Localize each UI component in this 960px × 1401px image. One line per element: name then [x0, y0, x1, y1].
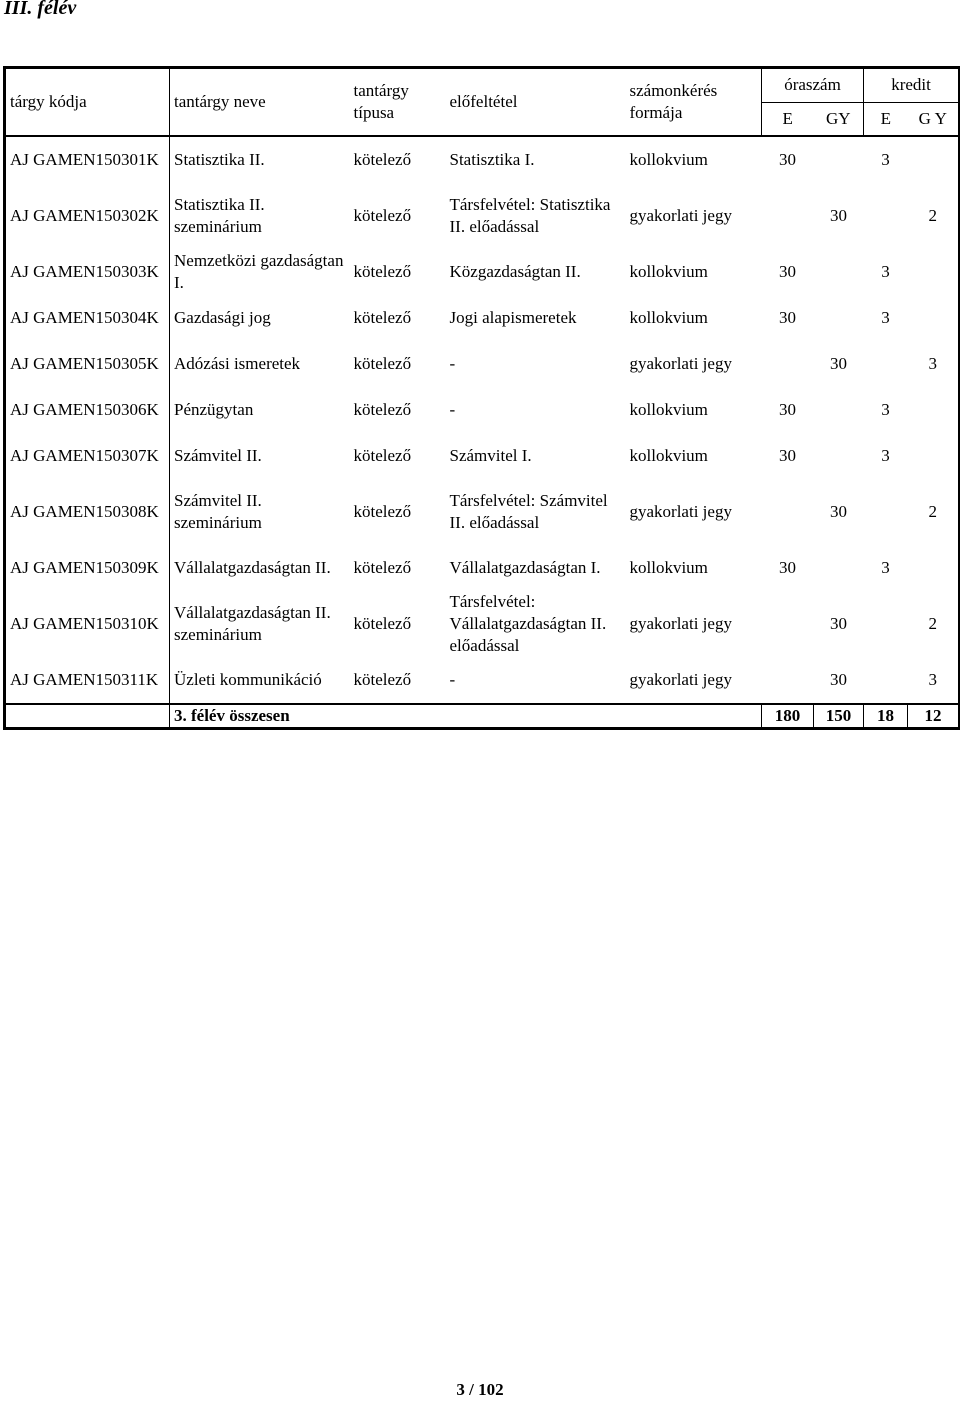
code-cell: AJ GAMEN150309K — [5, 545, 170, 591]
exam-cell: kollokvium — [629, 558, 708, 577]
credit-gy-cell — [908, 295, 960, 341]
code-cell: AJ GAMEN150306K — [5, 387, 170, 433]
header-row — [5, 68, 960, 103]
table-row — [5, 341, 960, 387]
header-credit-e: E — [864, 102, 908, 136]
total-ce-cell: 18 — [864, 704, 908, 729]
name-cell: Adózási ismeretek — [174, 354, 301, 373]
table-row — [5, 295, 960, 341]
exam-cell: kollokvium — [629, 446, 708, 465]
credit-e-cell: 3 — [881, 558, 890, 577]
hours-e-cell — [762, 657, 814, 704]
exam-cell: gyakorlati jegy — [629, 614, 732, 633]
type-cell: kötelező — [353, 400, 412, 419]
prereq-cell: Jogi alapismeretek — [449, 308, 577, 327]
name-cell: Üzleti kommunikáció — [174, 670, 322, 689]
credit-gy-cell — [908, 136, 960, 183]
credit-gy-cell: 2 — [928, 614, 938, 633]
hours-e-cell: 30 — [779, 400, 796, 419]
name-cell: Vállalatgazdaságtan II. szeminárium — [174, 603, 331, 644]
hours-e-cell — [762, 479, 814, 545]
header-prereq: előfeltétel — [446, 68, 626, 137]
header-type: tantárgy típusa — [350, 68, 446, 137]
credit-gy-cell: 2 — [928, 206, 938, 225]
table-row — [5, 545, 960, 591]
type-cell: kötelező — [353, 354, 412, 373]
prereq-cell: - — [449, 400, 456, 419]
type-cell: kötelező — [353, 670, 412, 689]
credit-gy-cell: 3 — [928, 354, 938, 373]
curriculum-table — [3, 66, 960, 730]
header-name: tantárgy neve — [170, 68, 350, 137]
name-cell: Vállalatgazdaságtan II. — [174, 558, 331, 577]
total-e-cell: 180 — [762, 704, 814, 729]
credit-gy-cell — [908, 249, 960, 295]
hours-e-cell — [762, 591, 814, 657]
name-cell: Nemzetközi gazdaságtan I. — [174, 251, 344, 292]
hours-e-cell: 30 — [779, 262, 796, 281]
prereq-cell: Statisztika I. — [449, 150, 535, 169]
name-cell: Pénzügytan — [174, 400, 254, 419]
total-gy-cell: 150 — [814, 704, 864, 729]
code-cell: AJ GAMEN150305K — [5, 341, 170, 387]
credit-e-cell — [864, 591, 908, 657]
prereq-cell: Társfelvétel: Vállalatgazdaságtan II. előadással — [449, 592, 607, 655]
name-cell: Statisztika II. — [174, 150, 265, 169]
hours-e-cell: 30 — [779, 150, 796, 169]
table-row — [5, 249, 960, 295]
hours-gy-cell — [814, 249, 864, 295]
table-row — [5, 657, 960, 704]
exam-cell: kollokvium — [629, 400, 708, 419]
code-cell: AJ GAMEN150308K — [5, 479, 170, 545]
code-cell: AJ GAMEN150307K — [5, 433, 170, 479]
credit-e-cell: 3 — [881, 400, 890, 419]
credit-e-cell — [864, 657, 908, 704]
prereq-cell: Vállalatgazdaságtan I. — [449, 558, 601, 577]
credit-e-cell: 3 — [881, 446, 890, 465]
header-hours-gy: GY — [814, 102, 864, 136]
type-cell: kötelező — [353, 614, 412, 633]
code-cell: AJ GAMEN150301K — [5, 136, 170, 183]
type-cell: kötelező — [353, 262, 412, 281]
credit-e-cell — [864, 479, 908, 545]
code-cell: AJ GAMEN150310K — [5, 591, 170, 657]
total-label: 3. félév összesen — [170, 704, 762, 729]
exam-cell: kollokvium — [629, 150, 708, 169]
exam-cell: gyakorlati jegy — [629, 670, 732, 689]
exam-cell: gyakorlati jegy — [629, 206, 732, 225]
exam-cell: gyakorlati jegy — [629, 354, 732, 373]
hours-gy-cell: 30 — [830, 670, 847, 689]
page-number: 3 / 102 — [456, 1380, 504, 1399]
name-cell: Statisztika II. szeminárium — [174, 195, 265, 236]
hours-e-cell: 30 — [779, 308, 796, 327]
hours-e-cell — [762, 183, 814, 249]
hours-e-cell: 30 — [779, 558, 796, 577]
prereq-cell: Számvitel I. — [449, 446, 532, 465]
table-row — [5, 136, 960, 183]
table-row — [5, 479, 960, 545]
name-cell: Számvitel II. — [174, 446, 262, 465]
hours-gy-cell — [814, 545, 864, 591]
credit-gy-cell: 2 — [928, 502, 938, 521]
credit-e-cell: 3 — [881, 262, 890, 281]
header-hours-e: E — [762, 102, 814, 136]
code-cell: AJ GAMEN150302K — [5, 183, 170, 249]
code-cell: AJ GAMEN150304K — [5, 295, 170, 341]
credit-e-cell — [864, 341, 908, 387]
type-cell: kötelező — [353, 206, 412, 225]
header-exam: számonkérés formája — [626, 68, 762, 137]
credit-gy-cell — [908, 387, 960, 433]
hours-gy-cell: 30 — [830, 206, 847, 225]
type-cell: kötelező — [353, 308, 412, 327]
type-cell: kötelező — [353, 150, 412, 169]
prereq-cell: - — [449, 670, 456, 689]
table-row — [5, 591, 960, 657]
credit-gy-cell — [908, 545, 960, 591]
hours-e-cell: 30 — [779, 446, 796, 465]
page-heading: III. félév — [4, 0, 77, 19]
total-spacer — [5, 704, 170, 729]
credit-e-cell — [864, 183, 908, 249]
code-cell: AJ GAMEN150311K — [5, 657, 170, 704]
name-cell: Gazdasági jog — [174, 308, 271, 327]
table-row — [5, 387, 960, 433]
type-cell: kötelező — [353, 558, 412, 577]
header-code: tárgy kódja — [5, 68, 170, 137]
total-cgy-cell: 12 — [908, 704, 960, 729]
exam-cell: kollokvium — [629, 262, 708, 281]
hours-gy-cell — [814, 387, 864, 433]
exam-cell: kollokvium — [629, 308, 708, 327]
type-cell: kötelező — [353, 446, 412, 465]
hours-gy-cell: 30 — [830, 502, 847, 521]
exam-cell: gyakorlati jegy — [629, 502, 732, 521]
header-hours: óraszám — [762, 68, 864, 103]
type-cell: kötelező — [353, 502, 412, 521]
hours-gy-cell — [814, 295, 864, 341]
hours-gy-cell — [814, 136, 864, 183]
hours-gy-cell: 30 — [830, 354, 847, 373]
prereq-cell: Közgazdaságtan II. — [449, 262, 581, 281]
hours-gy-cell — [814, 433, 864, 479]
table-row — [5, 433, 960, 479]
prereq-cell: Társfelvétel: Számvitel II. előadással — [449, 491, 608, 532]
hours-e-cell — [762, 341, 814, 387]
header-credit: kredit — [864, 68, 960, 103]
credit-e-cell: 3 — [881, 308, 890, 327]
header-credit-gy: G Y — [908, 102, 960, 136]
total-row — [5, 704, 960, 729]
name-cell: Számvitel II. szeminárium — [174, 491, 262, 532]
credit-gy-cell — [908, 433, 960, 479]
credit-e-cell: 3 — [881, 150, 890, 169]
code-cell: AJ GAMEN150303K — [5, 249, 170, 295]
prereq-cell: - — [449, 354, 456, 373]
hours-gy-cell: 30 — [830, 614, 847, 633]
prereq-cell: Társfelvétel: Statisztika II. előadással — [449, 195, 611, 236]
table-row — [5, 183, 960, 249]
credit-gy-cell: 3 — [928, 670, 938, 689]
